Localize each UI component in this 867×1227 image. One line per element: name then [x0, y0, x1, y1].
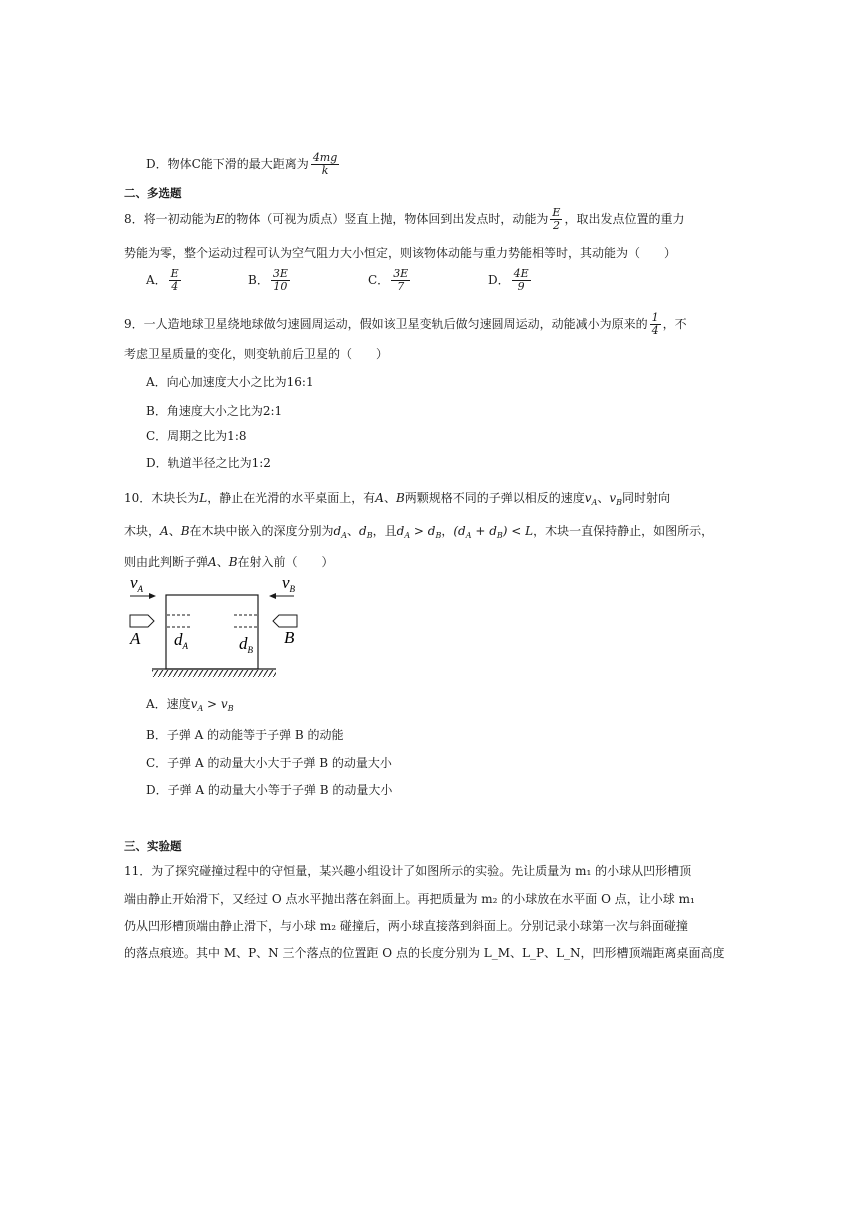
- section-heading-multiple-choice: 二、多选题: [124, 186, 182, 200]
- label-a: A: [130, 629, 141, 648]
- q9-stem-line1: 9．一人造地球卫星绕地球做匀速圆周运动，假如该卫星变轨后做匀速圆周运动，动能减小为原来的 $\frac{1}{4}$ ，不: [124, 311, 687, 337]
- q7-option-d-fraction: $\frac{4mg}{k}$: [312, 151, 338, 177]
- q10-figure-block-bullets: [124, 572, 354, 684]
- q10-stem-line2: 木块，A、B在木块中嵌入的深度分别为$d_A$、$d_B$，且$d_A > d_B$，$(d_A + d_B) < L$，木块一直保持静止，如图所示，: [124, 524, 714, 540]
- q9-stem-line2: 考虑卫星质量的变化，则变轨前后卫星的（ ）: [124, 347, 389, 361]
- q9-option-c[interactable]: C．周期之比为1:8: [146, 429, 247, 443]
- label-da: $d_A$: [174, 630, 188, 651]
- bullet-b-shape: [273, 615, 297, 627]
- label-vb: $v_B$: [282, 573, 296, 594]
- q9-option-a[interactable]: A．向心加速度大小之比为16:1: [146, 375, 314, 389]
- q8-option-c[interactable]: C． $\frac{3E}{7}$: [368, 267, 409, 293]
- q11-line3: 仍从凹形槽顶端由静止滑下，与小球 m₂ 碰撞后，两小球直接落到斜面上。分别记录小球第一次与斜面碰撞: [124, 919, 688, 933]
- label-db: $d_B$: [239, 634, 253, 655]
- q8-stem-line1: 8．将一初动能为E的物体（可视为质点）竖直上抛，物体回到出发点时，动能为 $\frac{E}{2}$ ，取出发点位置的重力: [124, 206, 685, 232]
- bullet-a-shape: [130, 615, 154, 627]
- q11-line2: 端由静止开始滑下，又经过 O 点水平抛出落在斜面上。再把质量为 m₂ 的小球放在水平面 O 点，让小球 m₁: [124, 892, 695, 906]
- q11-line1: 11．为了探究碰撞过程中的守恒量，某兴趣小组设计了如图所示的实验。先让质量为 m₁ 的小球从凹形槽顶: [124, 864, 692, 878]
- q10-option-d[interactable]: D．子弹 A 的动量大小等于子弹 B 的动量大小: [146, 783, 393, 797]
- q8-fraction: $\frac{E}{2}$: [552, 206, 561, 232]
- q8-option-a[interactable]: A． $\frac{E}{4}$: [146, 267, 179, 293]
- q7-option-d[interactable]: [146, 152, 341, 177]
- q8-stem-line2: 势能为零，整个运动过程可认为空气阻力大小恒定，则该物体动能与重力势能相等时，其动能为（ ）: [124, 246, 677, 260]
- section-heading-experiment: 三、实验题: [124, 839, 182, 853]
- q10-stem-line3: 则由此判断子弹A、B在射入前（ ）: [124, 555, 334, 569]
- q10-option-a[interactable]: A．速度$v_A > v_B$: [146, 697, 234, 713]
- q10-option-c[interactable]: C．子弹 A 的动量大小大于子弹 B 的动量大小: [146, 756, 392, 770]
- q11-line4: 的落点痕迹。其中 M、P、N 三个落点的位置距 O 点的长度分别为 L_M、L_P、L_N，凹形槽顶端距离桌面高度: [124, 946, 725, 960]
- label-va: $v_A$: [130, 573, 144, 594]
- ground-hatch: [152, 670, 276, 677]
- q10-stem-line1: 10．木块长为L，静止在光滑的水平桌面上，有A、B两颗规格不同的子弹以相反的速度$v_A$、$v_B$同时射向: [124, 491, 671, 507]
- q9-option-d[interactable]: D．轨道半径之比为1:2: [146, 456, 271, 470]
- q9-option-b[interactable]: B．角速度大小之比为2:1: [146, 404, 283, 418]
- q7-option-d-text: D．物体C能下滑的最大距离为: [146, 157, 309, 171]
- q8-option-b[interactable]: B． $\frac{3E}{10}$: [248, 267, 288, 293]
- q9-fraction: $\frac{1}{4}$: [651, 311, 659, 337]
- label-b: B: [284, 628, 295, 647]
- q8-option-d[interactable]: D． $\frac{4E}{9}$: [488, 267, 529, 293]
- q10-option-b[interactable]: B．子弹 A 的动能等于子弹 B 的动能: [146, 728, 344, 742]
